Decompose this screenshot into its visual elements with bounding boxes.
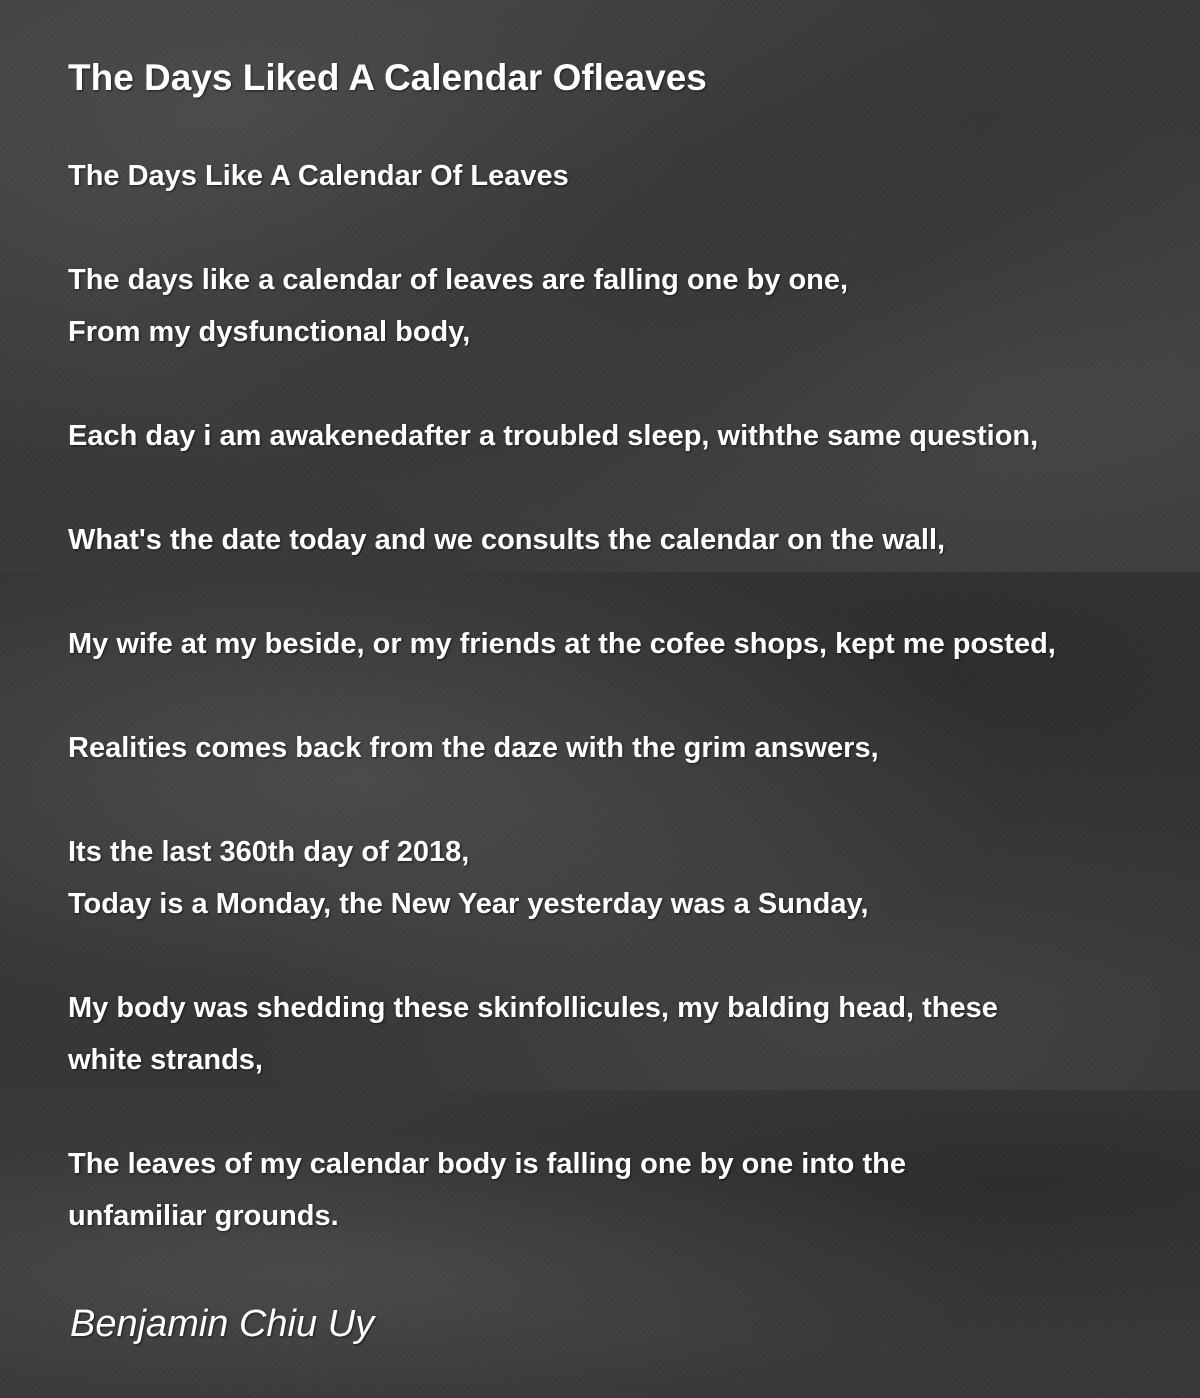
poem-line: Realities comes back from the daze with the grim answers,: [68, 732, 879, 764]
poem-line-blank: [68, 774, 1178, 826]
poem-line: Today is a Monday, the New Year yesterday was a Sunday,: [68, 888, 869, 920]
poem-line: Each day i am awakenedafter a troubled sleep, withthe same question,: [68, 420, 1039, 452]
poem-line: Its the last 360th day of 2018,: [68, 836, 470, 868]
poem-line-blank: [68, 670, 1178, 722]
poem-line-blank: [68, 930, 1178, 982]
poem-line: The Days Like A Calendar Of Leaves: [68, 160, 569, 192]
poem-title: The Days Liked A Calendar Ofleaves: [68, 57, 707, 98]
poem-line-blank: [68, 1086, 1178, 1138]
poem-line: unfamiliar grounds.: [68, 1200, 339, 1232]
poem-body: [68, 150, 1178, 1242]
poem-line-blank: [68, 462, 1178, 514]
poem-line-blank: [68, 358, 1178, 410]
poem-line: white strands,: [68, 1044, 263, 1076]
poem-line: My body was shedding these skinfollicules, my balding head, these: [68, 992, 998, 1024]
poem-author: Benjamin Chiu Uy: [70, 1303, 375, 1345]
poem-line: The days like a calendar of leaves are falling one by one,: [68, 264, 849, 296]
poem-line: My wife at my beside, or my friends at the cofee shops, kept me posted,: [68, 628, 1056, 660]
poem-line: What's the date today and we consults the calendar on the wall,: [68, 524, 946, 556]
poem-line-blank: [68, 566, 1178, 618]
poem-line: From my dysfunctional body,: [68, 316, 471, 348]
poem-line-blank: [68, 202, 1178, 254]
poem-line: The leaves of my calendar body is falling one by one into the: [68, 1148, 906, 1180]
